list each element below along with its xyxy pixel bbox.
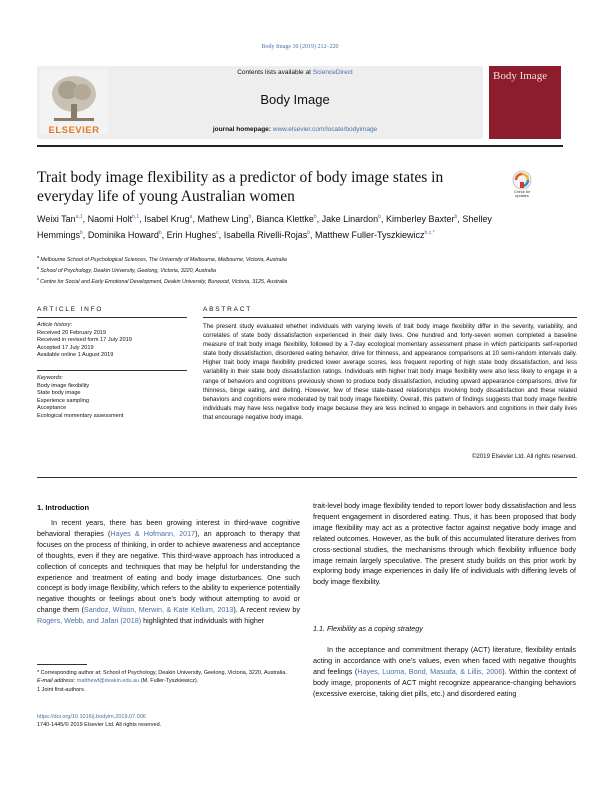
- affiliation-line: $^a$ Melbourne School of Psychological Sciences, The University of Melbourne, Melbourne, Victoria, Australia: [37, 254, 287, 263]
- doi-link[interactable]: https://doi.org/10.1016/j.bodyim.2019.07.006: [37, 714, 146, 720]
- check-for-updates-label[interactable]: Check for updates: [513, 190, 531, 199]
- footnotes: * Corresponding author at: School of Psychology, Deakin University, Geelong, Victoria, 3220, Australia. E-mail address: matthewf@deakin.edu.au (M. Fuller-Tyszkiewicz). 1 Joint first-authors.: [37, 670, 287, 693]
- article-title: Trait body image flexibility as a predictor of body image states in everyday life of young Australian women: [37, 169, 444, 205]
- author-affiliation-marker[interactable]: a,1: [75, 214, 83, 220]
- introduction-heading: 1. Introduction: [37, 503, 90, 512]
- article-info-rule: [37, 317, 187, 318]
- article-info-divider: [37, 370, 187, 371]
- affiliation-line: $^c$ Centre for Social and Early Emotional Development, Deakin University, Burwood, Victoria, 3125, Australia: [37, 275, 288, 285]
- author-affiliation-marker[interactable]: b,1: [132, 214, 140, 220]
- author-name[interactable]: Weixi Tan: [37, 214, 76, 224]
- sciencedirect-link[interactable]: ScienceDirect: [312, 69, 353, 76]
- copyright: ©2019 Elsevier Ltd. All rights reserved.: [471, 453, 577, 460]
- body-divider: [37, 477, 577, 478]
- author-name[interactable]: Erin Hughes: [166, 230, 217, 240]
- affiliations: [37, 253, 557, 286]
- journal-reference[interactable]: Body Image 30 (2019) 212–220: [261, 44, 339, 50]
- article-history: Article history: Received 20 February 2019 Received in revised form 17 July 2019 Accepted 17 July 2019 Available online 1 August 2019: [37, 322, 132, 359]
- author-name[interactable]: Naomi Holt: [87, 214, 133, 224]
- author-affiliation-marker[interactable]: b: [80, 230, 83, 236]
- author-affiliation-marker[interactable]: b: [378, 214, 381, 220]
- citation-link[interactable]: Rogers, Webb, and Jafari (2018): [37, 616, 142, 626]
- elsevier-logo: ELSEVIER: [48, 125, 100, 136]
- author-affiliation-marker[interactable]: b,c,*: [424, 230, 435, 236]
- abstract-heading: ABSTRACT: [203, 306, 253, 313]
- keywords: Keywords: Body image flexibility State body image Experience sampling Acceptance Ecological momentary assessment: [37, 375, 124, 419]
- abstract-rule: [203, 317, 577, 318]
- affiliation-line: $^b$ School of Psychology, Deakin University, Geelong, Victoria, 3220, Australia: [37, 264, 216, 274]
- author-list: Weixi Tan$^{a,1}$, Naomi Holt$^{b,1}$, Isabel Krug$^a$, Mathew Ling$^b$, Bianca Klettke$^b$, Jake Linardon$^b$, Kimberley Baxter$^b$, Shelley Hemmings$^b$, Dominika Howard$^b$, Erin Hughes$^c$, Isabella Rivelli-Rojas$^b$, Matthew Fuller-Tyszkiewicz$^{b,c,*}$: [37, 214, 492, 240]
- subsection-heading: 1.1. Flexibility as a coping strategy: [313, 624, 423, 633]
- email-link[interactable]: matthewf@deakin.edu.au: [76, 678, 140, 685]
- intro-paragraph-1: In recent years, there has been growing interest in third-wave cognitive behavioral therapies (Hayes & Hofmann, 2017), an approach to therapy that focuses on the process of thinking, in order to achieve awareness and acceptance of thoughts, even if they are negative. This third-wave approach has introduced a collection of concepts and techniques that may be helpful for understanding the experience and treatment of eating and body image disturbances. One such concept is body image flexibility, which refers to the ability to experience potentially negative thoughts or feelings about one’s body without attempting to avoid or change them (Sandoz, Wilson, Merwin, & Kate Kellum, 2013). A recent review by Rogers, Webb, and Jafari (2018) highlighted that individuals with higher: [37, 518, 300, 626]
- header-divider: [37, 145, 563, 147]
- footnote-rule: [37, 664, 87, 665]
- citation-link[interactable]: Hayes & Hofmann, 2017: [110, 528, 196, 538]
- journal-title: Body Image: [260, 92, 330, 107]
- author-affiliation-marker[interactable]: b: [248, 214, 252, 220]
- citation-link[interactable]: Sandoz, Wilson, Merwin, & Kate Kellum, 2013: [83, 605, 234, 615]
- homepage-link[interactable]: www.elsevier.com/locate/bodyimage: [272, 126, 378, 133]
- journal-homepage: journal homepage: www.elsevier.com/locate/bodyimage: [212, 126, 378, 133]
- contents-line: Contents lists available at ScienceDirect: [237, 69, 353, 76]
- intro-paragraph-2: trait-level body image flexibility tended to report lower body dissatisfaction and less frequent engagement in disordered eating. Thus, it has been proposed that body image flexibility may act as a protective factor against negative body image and related outcomes. However, as the bulk of this accumulated literature derives from cross-sectional studies, the mechanisms through which flexibility influence body image remain largely speculative. The present study builds on this prior work by exploring body image experiences in daily life of individuals with differing levels of body image flexibility.: [313, 501, 576, 587]
- intro-paragraph-3: In the acceptance and commitment therapy (ACT) literature, flexibility entails acting in accordance with one’s values, even when faced with negative thoughts and feelings (Hayes, Luoma, Bond, Masuda, & Lillis, 2006). Within the context of body image, proponents of ACT might recognize appearance-changing behaviors (excessive exercise, taking diet pills, etc.) and disordered eating: [313, 645, 577, 698]
- author-name[interactable]: Dominika Howard: [87, 230, 159, 240]
- author-affiliation-marker[interactable]: b: [454, 214, 458, 220]
- doi-block: https://doi.org/10.1016/j.bodyim.2019.07.006 1740-1445/© 2019 Elsevier Ltd. All rights reserved.: [37, 713, 337, 730]
- author-affiliation-marker[interactable]: c: [216, 230, 219, 236]
- author-name[interactable]: Isabel Krug: [144, 214, 190, 224]
- author-affiliation-marker[interactable]: b: [158, 230, 162, 236]
- author-name[interactable]: Isabella Rivelli-Rojas: [223, 230, 308, 240]
- author-name[interactable]: Kimberley Baxter: [385, 214, 455, 224]
- abstract-text: The present study evaluated whether individuals with varying levels of trait body image flexibility differ in the severity, variability, and correlates of state body dissatisfaction experienced in their daily lives. One hundred and forty-seven women completed a baseline measure of trait body image flexibility, followed by a 7-day ecological momentary assessment phase in which participants self-reported state body dissatisfaction, disordered eating behavior, drive for thinness, and appearance comparisons at 10 semi-random intervals daily. Higher trait body image flexibility predicted lower average scores, less frequent reporting of high state body dissatisfaction, and less variability in their state body dissatisfaction ratings. Individuals with higher trait body image flexibility were also less likely to engage in a range of behaviors and cognitions previously shown to produce body dissatisfaction, including upward appearance comparisons, drive for thinness, binge eating, and dieting. However, few of these state-based relationships involving body dissatisfaction and these related behaviors and cognitions were moderated by trait body image flexibility. Overall, this pattern of findings suggests that body image flexible individuals may have less negative body image because they are less inclined to engage in behaviors and cognitions in their daily lives that encourage negative body image.: [203, 323, 577, 421]
- citation-link[interactable]: Hayes, Luoma, Bond, Masuda, & Lillis, 2006: [357, 666, 503, 676]
- author-name[interactable]: Matthew Fuller-Tyszkiewicz: [315, 230, 425, 240]
- author-affiliation-marker[interactable]: a: [189, 214, 193, 220]
- author-name[interactable]: Bianca Klettke: [256, 214, 314, 224]
- author-affiliation-marker[interactable]: b: [313, 214, 317, 220]
- author-name[interactable]: Jake Linardon: [321, 214, 379, 224]
- author-name[interactable]: Mathew Ling: [197, 214, 249, 224]
- cover-title: Body Image: [493, 70, 548, 82]
- author-name[interactable]: Shelley Hemmings: [37, 214, 492, 240]
- author-affiliation-marker[interactable]: b: [307, 230, 310, 236]
- article-info-heading: ARTICLE INFO: [37, 306, 104, 313]
